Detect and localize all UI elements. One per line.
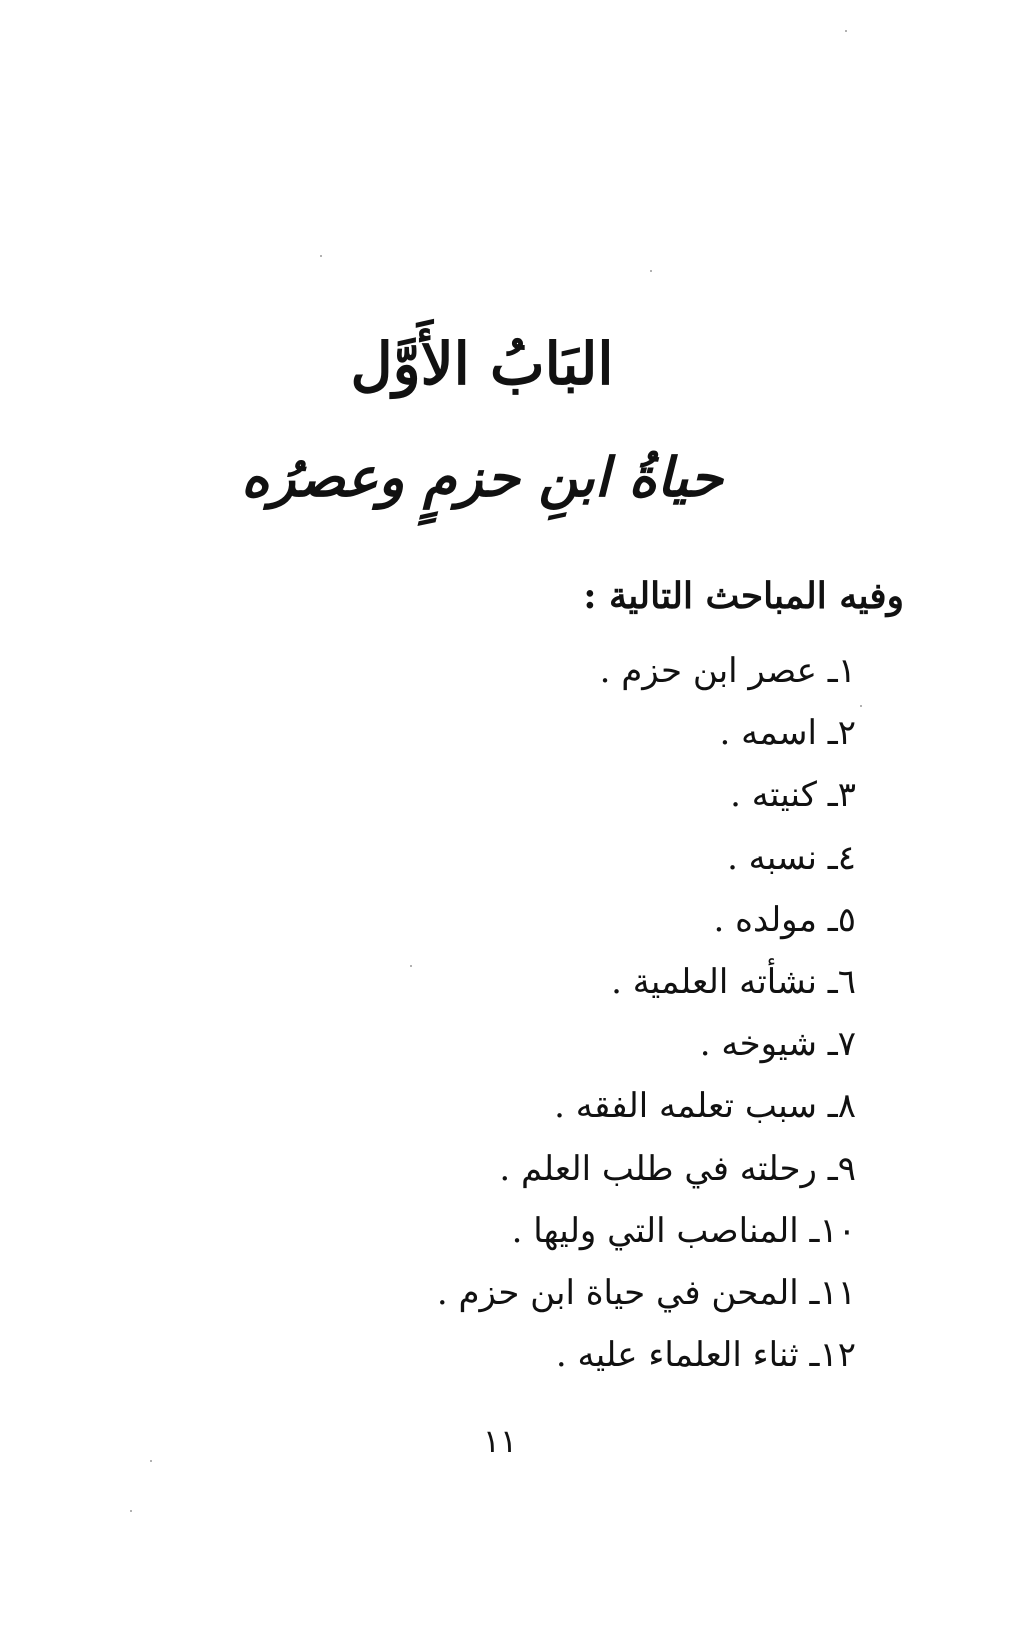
list-item: ١ـ عصر ابن حزم .: [599, 651, 856, 691]
list-item: ٥ـ مولده .: [713, 899, 856, 940]
topics-list: [437, 640, 856, 1386]
list-item: ١٢ـ ثناء العلماء عليه .: [555, 1335, 856, 1376]
scan-speck: [650, 270, 652, 272]
scan-speck: [845, 30, 847, 32]
topics-intro: وفيه المباحث التالية :: [583, 575, 904, 617]
scan-speck: [860, 705, 862, 707]
list-item: ٨ـ سبب تعلمه الفقه .: [554, 1086, 856, 1127]
chapter-subtitle: حياةُ ابنِ حزمٍ وعصرُه: [241, 445, 723, 509]
scan-speck: [410, 965, 412, 967]
list-item: ٣ـ كنيته .: [730, 775, 856, 816]
list-item: ٧ـ شيوخه .: [699, 1024, 856, 1065]
page-number: ١١: [482, 1422, 518, 1460]
scan-speck: [150, 1460, 152, 1462]
list-item: ١٠ـ المناصب التي وليها .: [511, 1210, 856, 1251]
list-item: ٢ـ اسمه .: [719, 713, 856, 754]
scan-speck: [130, 1510, 132, 1512]
list-item: ١١ـ المحن في حياة ابن حزم .: [436, 1272, 856, 1313]
scan-speck: [320, 255, 322, 257]
list-item: ٦ـ نشأته العلمية .: [611, 961, 856, 1002]
list-item: ٤ـ نسبه .: [727, 837, 856, 878]
chapter-title: البَابُ الأَوَّل: [350, 330, 614, 398]
list-item: ٩ـ رحلته في طلب العلم .: [499, 1148, 856, 1189]
